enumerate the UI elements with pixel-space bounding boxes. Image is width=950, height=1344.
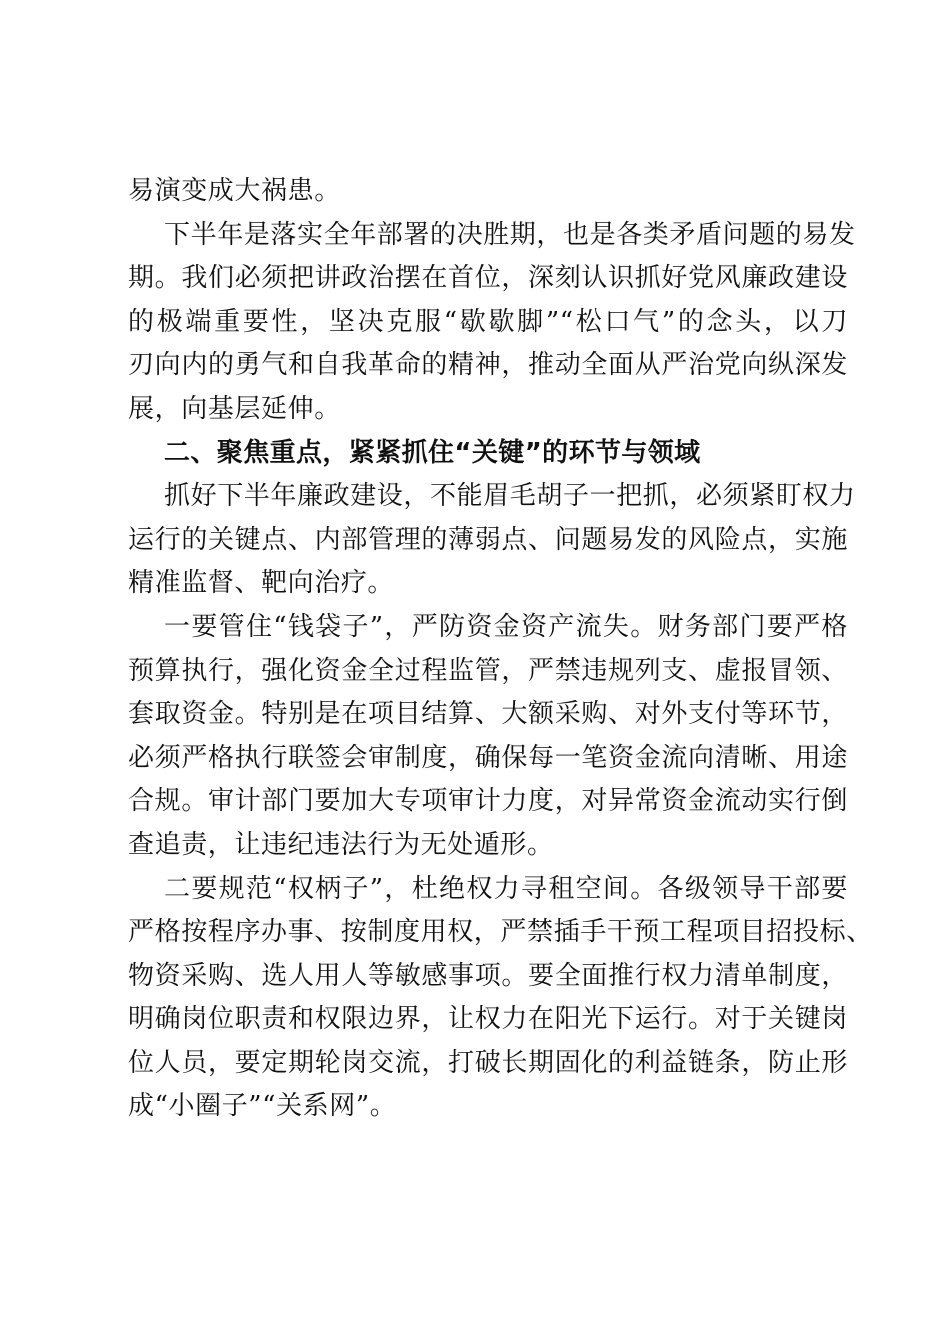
text-line: 展，向基层延伸。 — [128, 393, 341, 424]
text-line: 易演变成大祸患。 — [128, 176, 341, 206]
text-line: 成“小圈子”“关系网”。 — [128, 1091, 397, 1122]
paragraph-5 — [128, 868, 873, 1130]
section-title: 二、聚焦重点，紧紧抓住“关键”的环节与领域 — [164, 437, 701, 468]
paragraph-3 — [128, 475, 856, 606]
text-line: 合规。审计部门要加大专项审计力度，对异常资金流动实行倒 — [128, 786, 848, 817]
text-line: 套取资金。特别是在项目结算、大额采购、对外支付等环节， — [128, 699, 848, 730]
text-line: 一要管住“钱袋子”，严防资金资产流失。财务部门要严格 — [164, 611, 848, 642]
text-line: 严格按程序办事、按制度用权，严禁插手干预工程项目招投标、 — [128, 917, 873, 948]
text-line: 下半年是落实全年部署的决胜期，也是各类矛盾问题的易发 — [164, 219, 856, 250]
text-line: 必须严格执行联签会审制度，确保每一笔资金流向清晰、用途 — [128, 742, 848, 773]
text-line: 运行的关键点、内部管理的薄弱点、问题易发的风险点，实施 — [128, 524, 848, 555]
text-line: 刃向内的勇气和自我革命的精神，推动全面从严治党向纵深发 — [128, 350, 848, 381]
text-line: 物资采购、选人用人等敏感事项。要全面推行权力清单制度， — [128, 960, 848, 991]
text-line: 查追责，让违纪违法行为无处遁形。 — [128, 829, 554, 860]
text-line: 预算执行，强化资金全过程监管，严禁违规列支、虚报冒领、 — [128, 655, 848, 686]
text-line: 二要规范“权柄子”，杜绝权力寻租空间。各级领导干部要 — [164, 873, 848, 904]
text-line: 期。我们必须把讲政治摆在首位，深刻认识抓好党风廉政建设 — [128, 263, 848, 294]
section-heading — [128, 432, 848, 476]
paragraph-1 — [128, 170, 848, 214]
text-line: 抓好下半年廉政建设，不能眉毛胡子一把抓，必须紧盯权力 — [164, 481, 856, 512]
text-line: 位人员，要定期轮岗交流，打破长期固化的利益链条，防止形 — [128, 1047, 848, 1078]
text-line: 精准监督、靶向治疗。 — [128, 568, 395, 599]
paragraph-2 — [128, 214, 856, 432]
document-body — [128, 170, 873, 1129]
paragraph-4 — [128, 606, 848, 868]
text-line: 明确岗位职责和权限边界，让权力在阳光下运行。对于关键岗 — [128, 1004, 848, 1035]
text-line: 的极端重要性，坚决克服“歇歇脚”“松口气”的念头，以刀 — [128, 306, 848, 337]
